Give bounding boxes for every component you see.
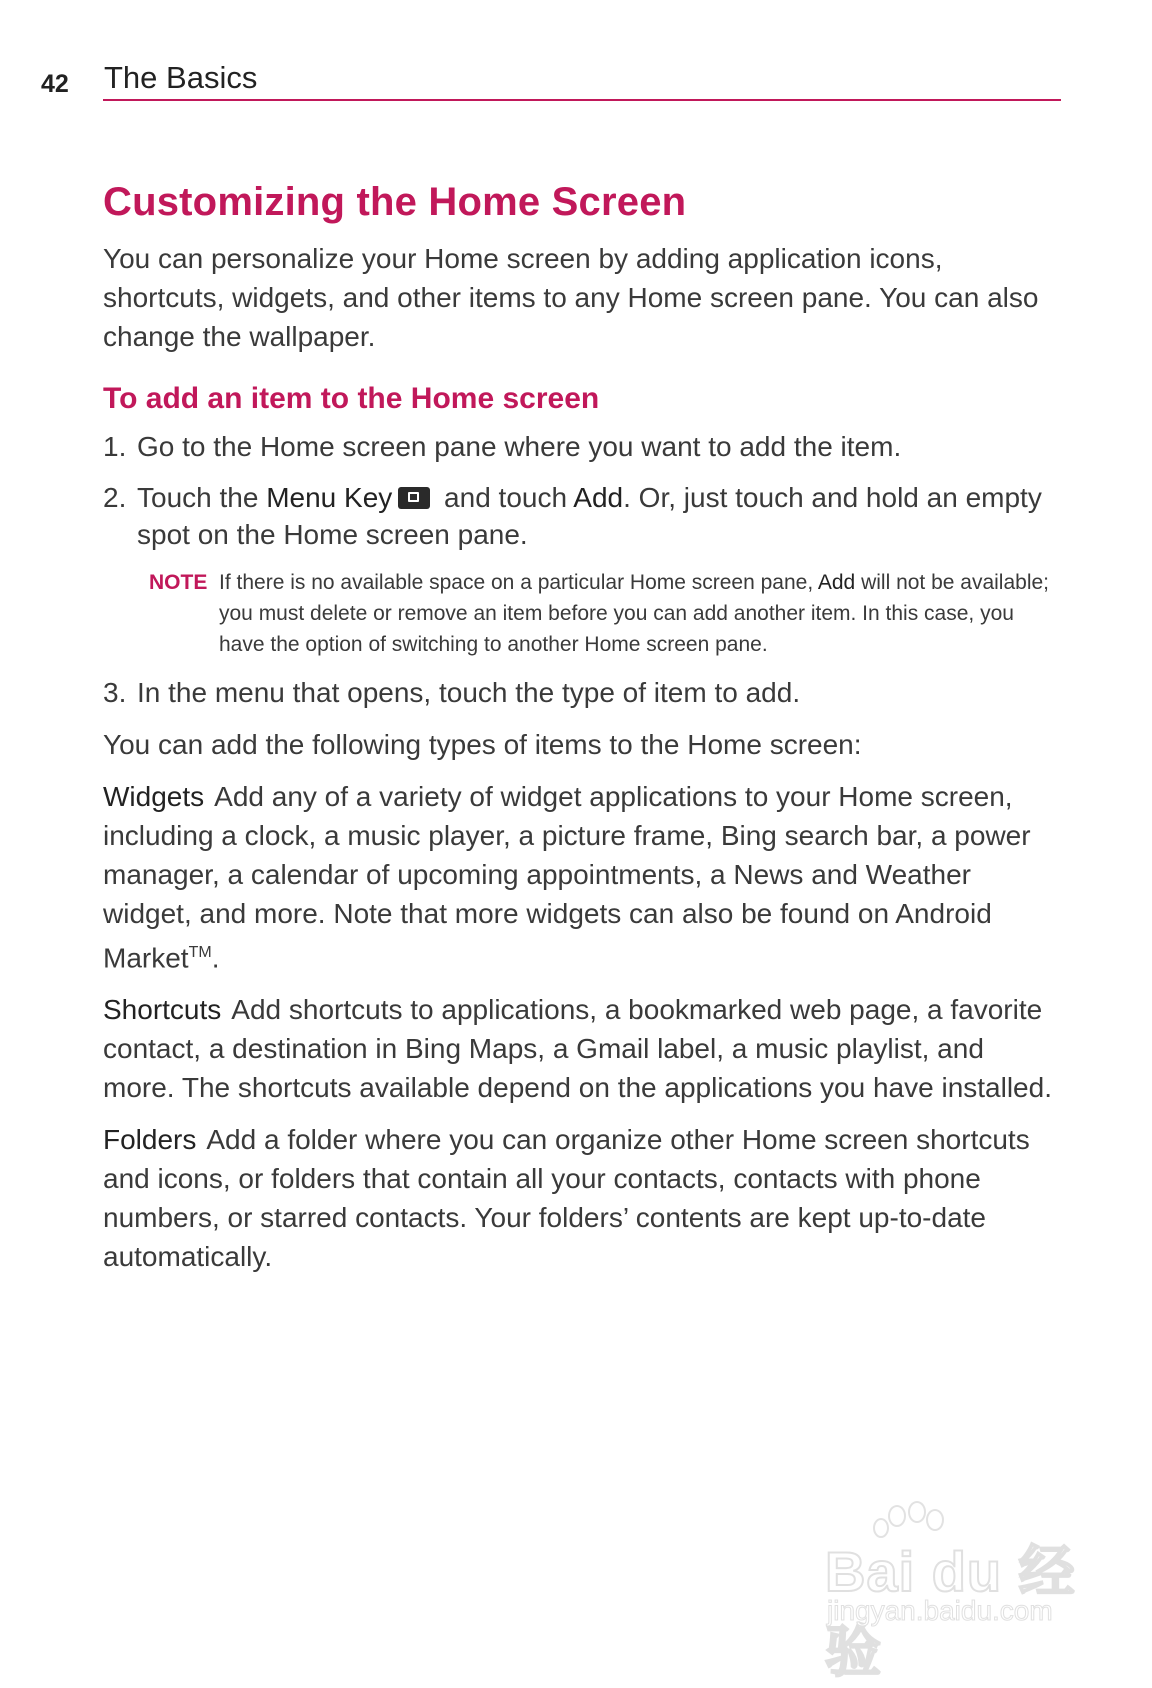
shortcuts-paragraph: [103, 990, 1063, 1107]
widgets-paragraph: [103, 777, 1063, 977]
step-text-part: . Or, just touch and hold an empty spot on the Home screen pane.: [137, 482, 1042, 550]
trademark-mark: TM: [188, 944, 212, 961]
menu-key-icon: [398, 487, 430, 509]
page-content: [103, 180, 1063, 1289]
watermark-brand: Bai du 经验: [825, 1540, 1076, 1683]
step-1: [103, 428, 1063, 465]
page-number: 42: [41, 70, 69, 98]
step-3: [103, 674, 1063, 711]
folders-paragraph: [103, 1120, 1063, 1276]
note-block: [149, 567, 1063, 660]
subheading-add-item: To add an item to the Home screen: [103, 382, 600, 415]
folders-term: Folders: [103, 1124, 197, 1156]
folders-text: Add a folder where you can organize other Home screen shortcuts and icons, or folders that contain all your contacts, contacts with phone numbers, or starred contacts. Your folders’ contents are kept up-to-date automatically.: [103, 1124, 1030, 1273]
section-title: The Basics: [104, 60, 258, 95]
note-text-part: will not be available; you must delete or remove an item before you can add another item. In this case, you have the option of switching to another Home screen pane.: [219, 571, 1050, 656]
widgets-term: Widgets: [103, 781, 205, 812]
shortcuts-term: Shortcuts: [103, 994, 222, 1026]
note-text: [219, 567, 1063, 660]
step-text: In the menu that opens, touch the type of item to add.: [137, 677, 801, 708]
widgets-end: .: [211, 942, 220, 974]
step-number: 2.: [103, 482, 127, 513]
intro-paragraph: You can personalize your Home screen by adding application icons, shortcuts, widgets, and other items to any Home screen pane. You can also change the wallpaper.: [103, 243, 1039, 352]
add-label: Add: [573, 482, 624, 513]
note-add-label: Add: [817, 571, 856, 594]
step-2: [103, 479, 1063, 553]
widgets-text: Add any of a variety of widget applications to your Home screen, including a clock, a music player, a picture frame, Bing search bar, a power manager, a calendar of upcoming appointments, a News and Weather widget, and more. Note that more widgets can also be found on Android Market: [103, 781, 1031, 974]
step-text-part: Touch the: [137, 482, 267, 513]
watermark-url: jingyan.baidu.com: [827, 1595, 1053, 1626]
step-text-part: and touch: [436, 482, 574, 513]
shortcuts-text: Add shortcuts to applications, a bookmarked web page, a favorite contact, a destination in Bing Maps, a Gmail label, a music playlist, and more. The shortcuts available depend on the applications you have installed.: [103, 994, 1052, 1104]
step-number: 1.: [103, 431, 127, 462]
menu-key-label: Menu Key: [266, 482, 393, 513]
note-text-part: If there is no available space on a particular Home screen pane,: [219, 571, 818, 594]
step-number: 3.: [103, 677, 127, 708]
page-title: Customizing the Home Screen: [103, 180, 687, 224]
step-text: [137, 479, 1063, 553]
types-intro: You can add the following types of items to the Home screen:: [103, 729, 862, 760]
step-text: Go to the Home screen pane where you want to add the item.: [137, 431, 902, 462]
baidu-watermark: [825, 1500, 1095, 1683]
note-label: NOTE: [149, 571, 208, 594]
header-divider: [103, 99, 1061, 101]
